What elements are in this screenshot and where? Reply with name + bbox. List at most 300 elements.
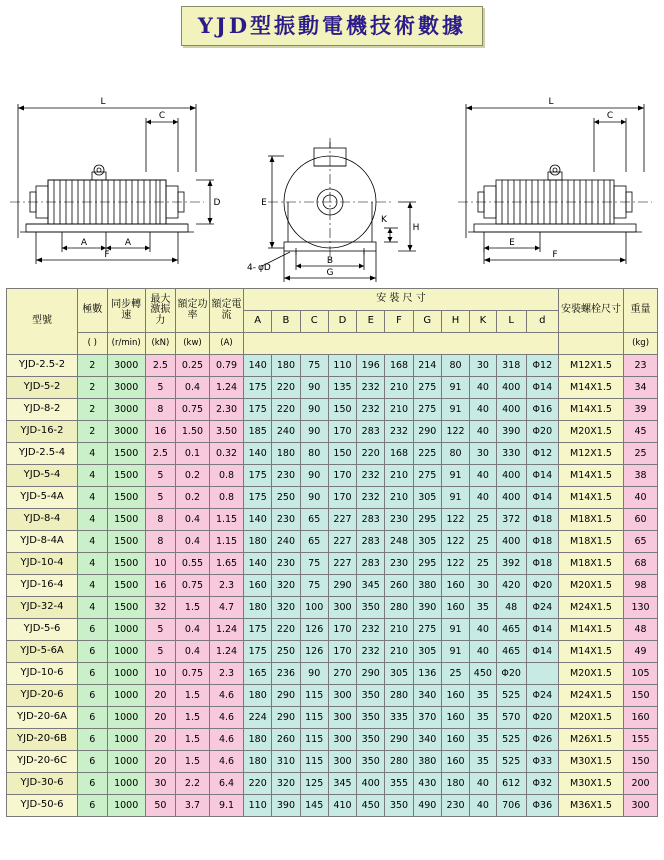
cell-speed: 1000 — [107, 685, 145, 707]
cell-G: 380 — [413, 575, 441, 597]
cell-force: 2.5 — [145, 355, 175, 377]
cell-L: 465 — [496, 641, 526, 663]
cell-B: 320 — [272, 773, 300, 795]
cell-d — [526, 663, 558, 685]
cell-weight: 38 — [624, 465, 658, 487]
cell-model: YJD-30-6 — [7, 773, 78, 795]
cell-weight: 48 — [624, 619, 658, 641]
cell-L: 400 — [496, 377, 526, 399]
cell-K: 40 — [470, 487, 496, 509]
table-row — [7, 399, 658, 421]
cell-H: 122 — [441, 509, 469, 531]
cell-F: 210 — [385, 399, 413, 421]
cell-speed: 1000 — [107, 707, 145, 729]
cell-H: 91 — [441, 641, 469, 663]
cell-force: 8 — [145, 531, 175, 553]
cell-C: 145 — [300, 795, 328, 817]
cell-A: 180 — [244, 729, 272, 751]
cell-speed: 3000 — [107, 421, 145, 443]
cell-L: 525 — [496, 751, 526, 773]
cell-model: YJD-2.5-4 — [7, 443, 78, 465]
cell-d: Φ12 — [526, 443, 558, 465]
cell-G: 305 — [413, 531, 441, 553]
cell-bolt: M20X1.5 — [558, 663, 623, 685]
th-dim-F: F — [385, 311, 413, 333]
cell-A: 175 — [244, 377, 272, 399]
cell-speed: 1500 — [107, 509, 145, 531]
cell-E: 232 — [357, 465, 385, 487]
table-row — [7, 377, 658, 399]
th-install-dims: 安 裝 尺 寸 — [244, 289, 559, 311]
table-row — [7, 553, 658, 575]
table-row — [7, 575, 658, 597]
cell-C: 75 — [300, 553, 328, 575]
cell-bolt: M20X1.5 — [558, 421, 623, 443]
cell-L: 420 — [496, 575, 526, 597]
svg-text:E: E — [261, 198, 267, 208]
cell-F: 210 — [385, 641, 413, 663]
cell-poles: 6 — [78, 751, 108, 773]
cell-force: 16 — [145, 575, 175, 597]
table-row — [7, 663, 658, 685]
cell-current: 4.6 — [210, 751, 244, 773]
cell-G: 295 — [413, 553, 441, 575]
cell-current: 1.24 — [210, 619, 244, 641]
cell-G: 305 — [413, 641, 441, 663]
th-dim-L: L — [496, 311, 526, 333]
svg-text:C: C — [158, 111, 166, 121]
cell-model: YJD-5-6 — [7, 619, 78, 641]
cell-K: 40 — [470, 399, 496, 421]
cell-force: 30 — [145, 773, 175, 795]
cell-F: 290 — [385, 729, 413, 751]
cell-power: 0.75 — [175, 663, 209, 685]
cell-power: 0.75 — [175, 575, 209, 597]
page-title: YJD型振動電機技術數據 — [181, 6, 483, 46]
svg-text:F: F — [552, 250, 558, 260]
table-row — [7, 707, 658, 729]
cell-F: 210 — [385, 487, 413, 509]
cell-force: 10 — [145, 553, 175, 575]
cell-F: 280 — [385, 685, 413, 707]
cell-power: 0.2 — [175, 487, 209, 509]
cell-E: 232 — [357, 487, 385, 509]
cell-F: 210 — [385, 377, 413, 399]
cell-K: 35 — [470, 751, 496, 773]
cell-weight: 300 — [624, 795, 658, 817]
th-dim-C: C — [300, 311, 328, 333]
cell-A: 140 — [244, 355, 272, 377]
cell-D: 170 — [328, 487, 356, 509]
th-dim-d: d — [526, 311, 558, 333]
cell-bolt: M24X1.5 — [558, 685, 623, 707]
cell-L: 372 — [496, 509, 526, 531]
cell-E: 220 — [357, 443, 385, 465]
cell-K: 40 — [470, 421, 496, 443]
cell-G: 136 — [413, 663, 441, 685]
cell-E: 232 — [357, 377, 385, 399]
cell-H: 160 — [441, 751, 469, 773]
cell-force: 16 — [145, 421, 175, 443]
cell-K: 40 — [470, 619, 496, 641]
cell-E: 232 — [357, 399, 385, 421]
cell-d: Φ18 — [526, 531, 558, 553]
cell-E: 232 — [357, 641, 385, 663]
table-row — [7, 619, 658, 641]
cell-F: 230 — [385, 509, 413, 531]
cell-A: 220 — [244, 773, 272, 795]
cell-L: 612 — [496, 773, 526, 795]
cell-C: 125 — [300, 773, 328, 795]
cell-poles: 6 — [78, 707, 108, 729]
cell-speed: 1500 — [107, 443, 145, 465]
cell-D: 227 — [328, 509, 356, 531]
cell-power: 3.7 — [175, 795, 209, 817]
cell-L: 525 — [496, 685, 526, 707]
cell-force: 20 — [145, 707, 175, 729]
cell-L: 390 — [496, 421, 526, 443]
svg-text:C: C — [606, 111, 614, 121]
table-row — [7, 751, 658, 773]
cell-A: 180 — [244, 531, 272, 553]
cell-current: 2.3 — [210, 663, 244, 685]
cell-C: 115 — [300, 751, 328, 773]
cell-d: Φ20 — [526, 421, 558, 443]
cell-D: 227 — [328, 553, 356, 575]
cell-C: 100 — [300, 597, 328, 619]
cell-D: 300 — [328, 751, 356, 773]
cell-H: 80 — [441, 355, 469, 377]
cell-d: Φ26 — [526, 729, 558, 751]
cell-speed: 1000 — [107, 619, 145, 641]
cell-model: YJD-20-6C — [7, 751, 78, 773]
cell-poles: 6 — [78, 795, 108, 817]
cell-model: YJD-50-6 — [7, 795, 78, 817]
left-side-view — [10, 97, 221, 264]
cell-poles: 2 — [78, 399, 108, 421]
cell-model: YJD-5-2 — [7, 377, 78, 399]
cell-A: 180 — [244, 685, 272, 707]
cell-d: Φ18 — [526, 509, 558, 531]
cell-K: 35 — [470, 685, 496, 707]
cell-C: 115 — [300, 685, 328, 707]
cell-model: YJD-5-4A — [7, 487, 78, 509]
th-dim-A: A — [244, 311, 272, 333]
cell-force: 20 — [145, 751, 175, 773]
cell-poles: 6 — [78, 641, 108, 663]
cell-force: 8 — [145, 509, 175, 531]
cell-G: 390 — [413, 597, 441, 619]
cell-F: 280 — [385, 597, 413, 619]
cell-A: 180 — [244, 751, 272, 773]
cell-A: 165 — [244, 663, 272, 685]
cell-poles: 2 — [78, 377, 108, 399]
cell-H: 122 — [441, 421, 469, 443]
cell-poles: 4 — [78, 553, 108, 575]
cell-poles: 4 — [78, 531, 108, 553]
cell-d: Φ20 — [526, 575, 558, 597]
title-banner — [0, 6, 664, 46]
cell-speed: 1500 — [107, 597, 145, 619]
th-dim-E: E — [357, 311, 385, 333]
svg-text:4-: 4- — [247, 263, 256, 273]
cell-current: 2.30 — [210, 399, 244, 421]
cell-model: YJD-10-4 — [7, 553, 78, 575]
cell-A: 160 — [244, 575, 272, 597]
cell-power: 1.50 — [175, 421, 209, 443]
cell-weight: 23 — [624, 355, 658, 377]
table-row — [7, 421, 658, 443]
cell-force: 5 — [145, 377, 175, 399]
cell-model: YJD-8-4A — [7, 531, 78, 553]
table-row — [7, 465, 658, 487]
cell-speed: 1000 — [107, 751, 145, 773]
cell-model: YJD-20-6A — [7, 707, 78, 729]
table-row — [7, 685, 658, 707]
cell-H: 91 — [441, 465, 469, 487]
cell-current: 3.50 — [210, 421, 244, 443]
cell-speed: 1000 — [107, 663, 145, 685]
cell-model: YJD-16-4 — [7, 575, 78, 597]
cell-bolt: M18X1.5 — [558, 509, 623, 531]
cell-B: 390 — [272, 795, 300, 817]
cell-E: 400 — [357, 773, 385, 795]
cell-poles: 4 — [78, 575, 108, 597]
cell-A: 175 — [244, 487, 272, 509]
cell-C: 126 — [300, 641, 328, 663]
th-speed: 同步轉速 — [107, 289, 145, 333]
cell-current: 0.8 — [210, 487, 244, 509]
cell-H: 122 — [441, 531, 469, 553]
cell-F: 232 — [385, 421, 413, 443]
cell-G: 275 — [413, 399, 441, 421]
cell-B: 230 — [272, 509, 300, 531]
th-force: 最大激振力 — [145, 289, 175, 333]
cell-weight: 60 — [624, 509, 658, 531]
cell-d: Φ33 — [526, 751, 558, 773]
cell-bolt: M12X1.5 — [558, 443, 623, 465]
cell-speed: 1500 — [107, 487, 145, 509]
cell-bolt: M12X1.5 — [558, 355, 623, 377]
th-force-unit: (kN) — [145, 333, 175, 355]
cell-E: 350 — [357, 685, 385, 707]
cell-poles: 4 — [78, 487, 108, 509]
cell-E: 350 — [357, 751, 385, 773]
cell-L: 525 — [496, 729, 526, 751]
cell-power: 1.5 — [175, 729, 209, 751]
th-bolt-unit — [558, 333, 623, 355]
cell-power: 0.4 — [175, 377, 209, 399]
cell-poles: 2 — [78, 355, 108, 377]
cell-D: 290 — [328, 575, 356, 597]
cell-G: 225 — [413, 443, 441, 465]
cell-B: 220 — [272, 619, 300, 641]
svg-text:E: E — [509, 238, 515, 248]
cell-L: 318 — [496, 355, 526, 377]
cell-weight: 65 — [624, 531, 658, 553]
cell-B: 180 — [272, 355, 300, 377]
cell-weight: 150 — [624, 751, 658, 773]
cell-L: 330 — [496, 443, 526, 465]
table-row — [7, 641, 658, 663]
cell-d: Φ24 — [526, 597, 558, 619]
th-bolt: 安裝螺栓尺寸 — [558, 289, 623, 333]
cell-power: 0.55 — [175, 553, 209, 575]
th-weight: 重量 — [624, 289, 658, 333]
header-row-1 — [7, 289, 658, 311]
cell-F: 168 — [385, 355, 413, 377]
cell-power: 0.4 — [175, 509, 209, 531]
cell-C: 90 — [300, 399, 328, 421]
cell-E: 350 — [357, 707, 385, 729]
table-row — [7, 597, 658, 619]
cell-current: 4.6 — [210, 729, 244, 751]
cell-model: YJD-8-2 — [7, 399, 78, 421]
cell-E: 450 — [357, 795, 385, 817]
cell-L: 400 — [496, 399, 526, 421]
cell-B: 180 — [272, 443, 300, 465]
cell-power: 0.75 — [175, 399, 209, 421]
spec-table-wrap — [6, 288, 658, 817]
cell-poles: 6 — [78, 619, 108, 641]
cell-F: 305 — [385, 663, 413, 685]
cell-A: 175 — [244, 399, 272, 421]
cell-poles: 6 — [78, 729, 108, 751]
cell-bolt: M14X1.5 — [558, 465, 623, 487]
cell-poles: 6 — [78, 685, 108, 707]
cell-poles: 6 — [78, 773, 108, 795]
cell-weight: 25 — [624, 443, 658, 465]
cell-power: 1.5 — [175, 707, 209, 729]
table-row — [7, 487, 658, 509]
cell-d: Φ12 — [526, 355, 558, 377]
th-dim-D: D — [328, 311, 356, 333]
cell-speed: 1500 — [107, 465, 145, 487]
cell-weight: 130 — [624, 597, 658, 619]
table-row — [7, 773, 658, 795]
cell-force: 5 — [145, 641, 175, 663]
cell-F: 355 — [385, 773, 413, 795]
cell-L: Φ20 — [496, 663, 526, 685]
cell-bolt: M24X1.5 — [558, 597, 623, 619]
cell-d: Φ32 — [526, 773, 558, 795]
svg-text:G: G — [326, 268, 334, 278]
svg-text:L: L — [100, 97, 106, 107]
cell-force: 32 — [145, 597, 175, 619]
cell-speed: 1000 — [107, 641, 145, 663]
cell-K: 40 — [470, 377, 496, 399]
cell-D: 227 — [328, 531, 356, 553]
cell-speed: 1500 — [107, 531, 145, 553]
cell-poles: 4 — [78, 443, 108, 465]
cell-B: 250 — [272, 641, 300, 663]
cell-E: 345 — [357, 575, 385, 597]
cell-B: 290 — [272, 707, 300, 729]
cell-F: 248 — [385, 531, 413, 553]
cell-D: 110 — [328, 355, 356, 377]
cell-current: 1.15 — [210, 509, 244, 531]
cell-model: YJD-5-6A — [7, 641, 78, 663]
cell-power: 0.4 — [175, 641, 209, 663]
cell-C: 115 — [300, 707, 328, 729]
cell-A: 140 — [244, 553, 272, 575]
cell-F: 335 — [385, 707, 413, 729]
cell-B: 230 — [272, 553, 300, 575]
cell-D: 170 — [328, 619, 356, 641]
cell-speed: 1500 — [107, 553, 145, 575]
cell-F: 350 — [385, 795, 413, 817]
cell-current: 1.24 — [210, 377, 244, 399]
th-dim-H: H — [441, 311, 469, 333]
cell-A: 140 — [244, 509, 272, 531]
svg-text:F: F — [104, 250, 110, 260]
cell-H: 91 — [441, 619, 469, 641]
cell-L: 400 — [496, 487, 526, 509]
cell-force: 8 — [145, 399, 175, 421]
cell-K: 450 — [470, 663, 496, 685]
cell-force: 20 — [145, 685, 175, 707]
header-row-3 — [7, 333, 658, 355]
cell-power: 0.1 — [175, 443, 209, 465]
cell-A: 140 — [244, 443, 272, 465]
cell-model: YJD-16-2 — [7, 421, 78, 443]
cell-poles: 4 — [78, 597, 108, 619]
cell-weight: 105 — [624, 663, 658, 685]
cell-weight: 150 — [624, 685, 658, 707]
cell-model: YJD-32-4 — [7, 597, 78, 619]
svg-text:B: B — [326, 256, 334, 266]
cell-G: 370 — [413, 707, 441, 729]
cell-A: 110 — [244, 795, 272, 817]
cell-E: 350 — [357, 729, 385, 751]
cell-D: 300 — [328, 685, 356, 707]
cell-C: 126 — [300, 619, 328, 641]
cell-B: 220 — [272, 399, 300, 421]
cell-bolt: M26X1.5 — [558, 729, 623, 751]
cell-H: 122 — [441, 553, 469, 575]
cell-H: 25 — [441, 663, 469, 685]
th-dim-B: B — [272, 311, 300, 333]
cell-speed: 1000 — [107, 729, 145, 751]
cell-G: 430 — [413, 773, 441, 795]
cell-force: 2.5 — [145, 443, 175, 465]
cell-bolt: M14X1.5 — [558, 377, 623, 399]
cell-current: 4.7 — [210, 597, 244, 619]
cell-B: 230 — [272, 465, 300, 487]
cell-G: 275 — [413, 465, 441, 487]
cell-K: 40 — [470, 773, 496, 795]
cell-K: 35 — [470, 729, 496, 751]
cell-F: 280 — [385, 751, 413, 773]
technical-drawings — [0, 52, 664, 278]
cell-weight: 200 — [624, 773, 658, 795]
svg-text:H: H — [412, 223, 420, 233]
cell-d: Φ36 — [526, 795, 558, 817]
center-end-view — [247, 138, 419, 282]
cell-current: 2.3 — [210, 575, 244, 597]
cell-weight: 45 — [624, 421, 658, 443]
cell-current: 1.15 — [210, 531, 244, 553]
cell-H: 91 — [441, 487, 469, 509]
cell-H: 160 — [441, 729, 469, 751]
cell-B: 260 — [272, 729, 300, 751]
cell-model: YJD-5-4 — [7, 465, 78, 487]
cell-force: 5 — [145, 619, 175, 641]
cell-H: 160 — [441, 597, 469, 619]
cell-weight: 68 — [624, 553, 658, 575]
cell-A: 224 — [244, 707, 272, 729]
th-power-unit: (kw) — [175, 333, 209, 355]
